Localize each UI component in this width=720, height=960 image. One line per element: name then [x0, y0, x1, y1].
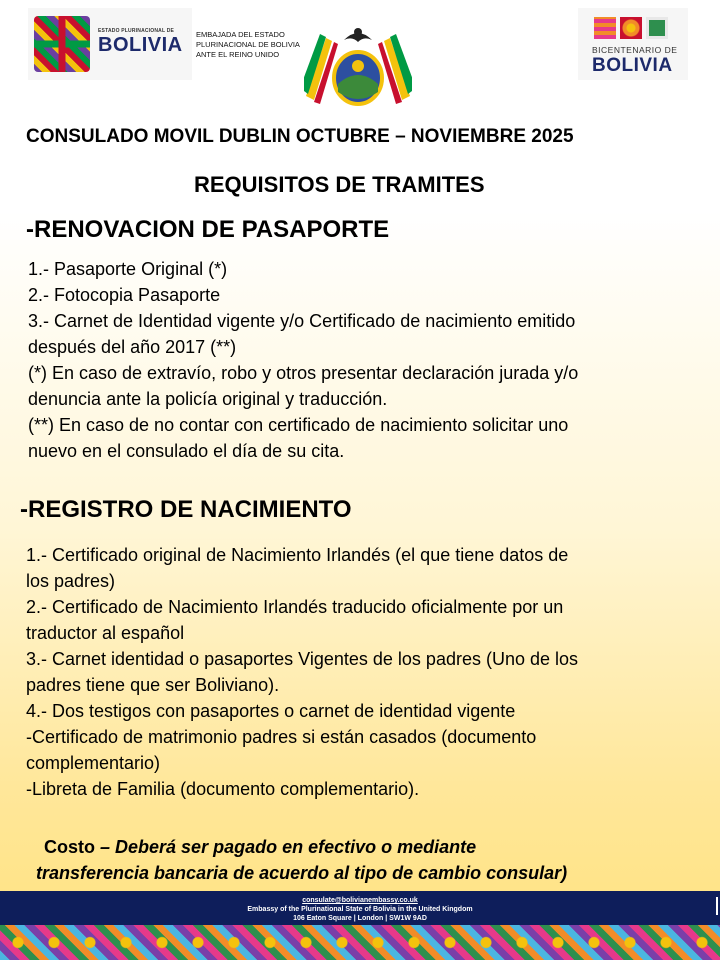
bicentenario-logo-big-text: BOLIVIA [592, 55, 673, 76]
costo-line-2: transferencia bancaria de acuerdo al tipo de cambio consular) [36, 863, 568, 883]
requirement-line: los padres) [26, 571, 116, 591]
footer-address: 106 Eaton Square | London | SW1W 9AD [293, 915, 427, 922]
requirement-line: 1.- Pasaporte Original (*) [28, 259, 228, 279]
bicentenario-chakana-icon [646, 17, 668, 39]
requirement-line: nuevo en el consulado el día de su cita. [28, 441, 345, 461]
costo-note [36, 834, 696, 886]
page-subtitle: REQUISITOS DE TRAMITES [194, 172, 485, 197]
requirement-line: después del año 2017 (**) [28, 337, 237, 357]
requirement-line: denuncia ante la policía original y traducción. [28, 389, 388, 409]
coat-of-arms-icon [304, 22, 412, 114]
embassy-logo-small-text: ESTADO PLURINACIONAL DE [98, 28, 175, 34]
embassy-logo [28, 8, 192, 80]
bicentenario-logo [578, 8, 688, 80]
costo-label: Costo [44, 837, 95, 857]
section-heading-registro: -REGISTRO DE NACIMIENTO [20, 496, 352, 523]
chakana-emblem-icon [34, 16, 90, 72]
bicentenario-logo-small-text: BICENTENARIO DE [592, 45, 678, 55]
requirement-line: complementario) [26, 753, 161, 773]
requirement-line: 2.- Certificado de Nacimiento Irlandés traducido oficialmente por un [26, 597, 564, 617]
requirement-line: padres tiene que ser Boliviano). [26, 675, 280, 695]
costo-line-1: – Deberá ser pagado en efectivo o mediante [95, 837, 477, 857]
section-body-renovacion [28, 256, 578, 464]
footer-divider [716, 897, 718, 915]
requirement-line: -Libreta de Familia (documento complementario). [26, 779, 420, 799]
embassy-address [196, 30, 316, 60]
bicentenario-mark-icon [594, 17, 616, 39]
requirement-line: (*) En caso de extravío, robo y otros presentar declaración jurada y/o [28, 363, 579, 383]
andean-pattern-border [0, 925, 720, 960]
requirement-line: 1.- Certificado original de Nacimiento Irlandés (el que tiene datos de [26, 545, 569, 565]
section-body-registro [26, 542, 578, 802]
requirement-line: traductor al español [26, 623, 185, 643]
embassy-address-line: EMBAJADA DEL ESTADO [196, 30, 285, 39]
requirement-line: 3.- Carnet identidad o pasaportes Vigentes de los padres (Uno de los [26, 649, 579, 669]
requirement-line: (**) En caso de no contar con certificado de nacimiento solicitar uno [28, 415, 569, 435]
page-title: CONSULADO MOVIL DUBLIN OCTUBRE – NOVIEMBRE 2025 [26, 126, 574, 147]
footer-band [0, 891, 720, 925]
requirement-line: -Certificado de matrimonio padres si están casados (documento [26, 727, 537, 747]
footer-email-link[interactable]: consulate@bolivianembassy.co.uk [302, 897, 418, 904]
embassy-address-line: PLURINACIONAL DE BOLIVIA [196, 40, 300, 49]
section-heading-renovacion: -RENOVACION DE PASAPORTE [26, 216, 390, 243]
embassy-address-line: ANTE EL REINO UNIDO [196, 50, 280, 59]
requirement-line: 2.- Fotocopia Pasaporte [28, 285, 221, 305]
embassy-logo-big-text: BOLIVIA [98, 34, 183, 56]
requirement-line: 4.- Dos testigos con pasaportes o carnet de identidad vigente [26, 701, 516, 721]
requirement-line: 3.- Carnet de Identidad vigente y/o Certificado de nacimiento emitido [28, 311, 576, 331]
bicentenario-sun-icon [620, 17, 642, 39]
footer-embassy-name: Embassy of the Plurinational State of Bolivia in the United Kingdom [247, 906, 473, 913]
